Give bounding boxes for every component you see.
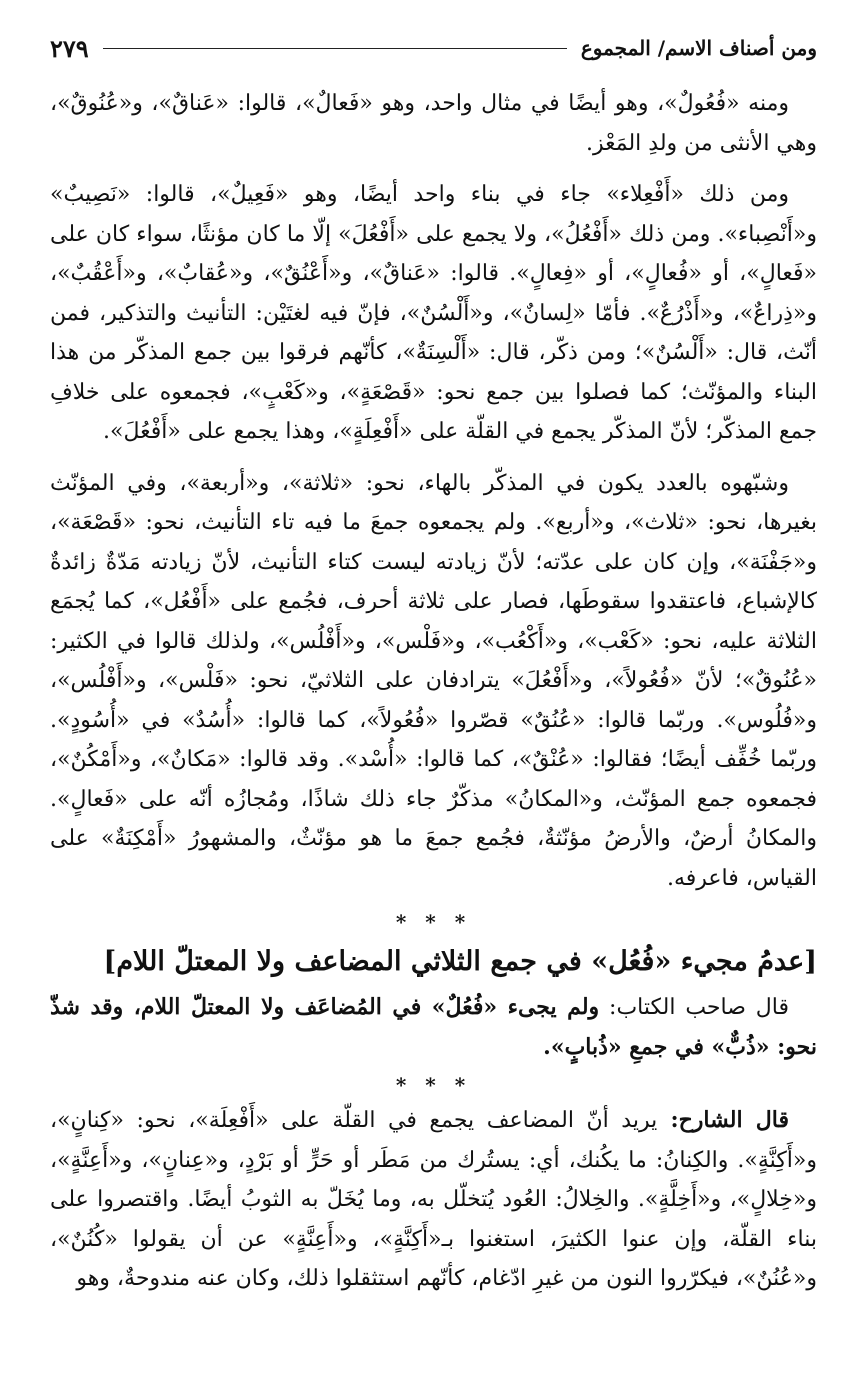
matn-paragraph (50, 988, 817, 1067)
matn-text: ولم يجىء «فُعُلٌ» في المُضاعَف ولا المعتلّ اللام، وقد شذّ نحو: «ذُبٌّ» في جمعِ «ذُبابٍ». (50, 994, 817, 1060)
section-heading: [عدمُ مجيء «فُعُل» في جمع الثلاثي المضاعف ولا المعتلّ اللام] (103, 946, 817, 977)
paragraph-1: ومنه «فُعُولٌ»، وهو أيضًا في مثال واحد، وهو «فَعالٌ»، قالوا: «عَناقٌ»، و«عُنُوقٌ»، وهي الأنثى من ولدِ المَعْز. (50, 91, 817, 156)
sharh-paragraph (50, 1101, 817, 1299)
running-head-title: ومن أصناف الاسم/ المجموع (580, 36, 817, 60)
header-rule (103, 48, 567, 49)
sharh-text: يريد أنّ المضاعف يجمع في القلّة على «أَفْعِلَة»، نحو: «كِنانٍ»، و«أَكِنَّةٍ». والكِنانُ: ما يكُنك، أي: يستُرك من مَطَر أو حَرٍّ أو بَرْدٍ، و«عِنانٍ»، و«أَعِنَّةٍ»، و«خِلالٍ»، و«أَخِلَّةٍ». والخِلالُ: العُود يُتخلّل به، وما يُخَلّ به الثوبُ أيضًا. واقتصروا على بناء القلّة، وإن عنوا الكثيرَ، استغنوا بـ«أَكِنَّةٍ»، و«أَعِنَّةٍ» عن أن يقولوا «كُنُنٌ»، و«عُنُنٌ»، فيكرّروا النون من غيرِ ادّغام، كأنّهم استثقلوا ذلك، وكان عنه مندوحةٌ، وهو (50, 1108, 817, 1291)
paragraph-3: وشبّهوه بالعدد يكون في المذكّر بالهاء، نحو: «ثلاثة»، و«أربعة»، وفي المؤنّث بغيرها، نحو: «ثلاث»، و«أربع». ولم يجمعوه جمعَ ما فيه تاء التأنيث، نحو: «قَصْعَة»، و«جَفْنَة»، وإن كان على عدّته؛ لأنّ زيادته ليست كتاء التأنيث، لأنّ زيادته مَدّةٌ زائدةٌ كالإشباع، فاعتقدوا سقوطَها، فصار على ثلاثة أحرف، فجُمع على «أَفْعُل»، كما يُجمَع الثلاثة عليه، نحو: «كَعْب»، و«أَكْعُب»، و«فَلْس»، و«أَفْلُس»، ولذلك قالوا في الكثير: «عُنُوقٌ»؛ لأنّ «فُعُولاً»، و«أَفْعُلَ» يترادفان على الثلاثيّ، نحو: «فَلْس»، و«أَفْلُس»، و«فُلُوس». وربّما قالوا: «عُنُقٌ» قصّروا «فُعُولاً»، كما قالوا: «أُسُدٌ» في «أُسُودٍ». وربّما خُفِّف أيضًا؛ فقالوا: «عُنْقٌ»، كما قالوا: «أُسْد». وقد قالوا: «مَكانٌ»، و«أَمْكُنٌ»، فجمعوه جمع المؤنّث، و«المكانُ» مذكّرٌ جاء ذلك شاذًا، ومُجازُه أنّه على «فَعالٍ». والمكانُ أرضٌ، والأرضُ مؤنّثةٌ، فجُمع جمعَ ما هو مؤنّثٌ، والمشهورُ «أَمْكِنَةٌ» على القياس، فاعرفه. (50, 470, 817, 891)
section-separator: * * * (395, 910, 472, 934)
matn-lead: قال صاحب الكتاب: (599, 995, 789, 1020)
body-text (50, 84, 817, 1299)
paragraph-2: ومن ذلك «أَفْعِلاء» جاء في بناء واحد أيضًا، وهو «فَعِيلٌ»، قالوا: «نَصِيبٌ» و«أَنْصِباء». ومن ذلك «أَفْعُلُ»، ولا يجمع على «أَفْعُلَ» إلّا ما كان مؤنثًا، سواء كان على «فَعالٍ»، أو «فُعالٍ»، أو «فِعالٍ». قالوا: «عَناقٌ»، و«أَعْنُقٌ»، و«عُقابٌ»، و«أَعْقُبٌ»، و«ذِراعٌ»، و«أَذْرُعٌ». فأمّا «لِسانٌ»، و«أَلْسُنٌ»، فإنّ فيه لغتَيْن: التأنيث والتذكير، فمن أنّث، قال: «أَلْسُنٌ»؛ ومن ذكّر، قال: «أَلْسِنَةٌ»، كأنّهم فرقوا بين جمع المذكّر من هذا البناء والمؤنّث؛ كما فصلوا بين جمع نحو: «قَصْعَةٍ»، و«كَعْبٍ»، فجمعوه على خلافِ جمع المذكّر؛ لأنّ المذكّر يجمع في القلّة على «أَفْعِلَةٍ»، وهذا يجمع على «أَفْعُلَ». (50, 182, 817, 444)
sharh-lead: قال الشارح: (657, 1107, 789, 1133)
running-head (50, 30, 817, 66)
page-number: ٢٧٩ (50, 33, 89, 63)
section-separator-2: * * * (395, 1073, 472, 1097)
